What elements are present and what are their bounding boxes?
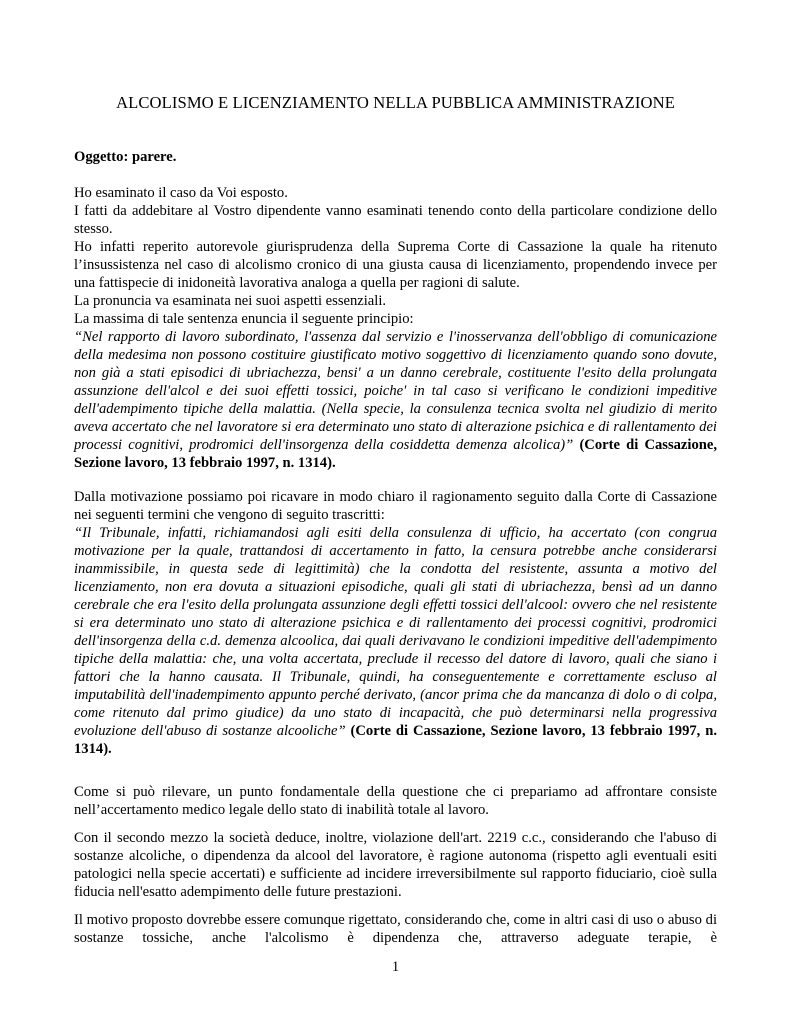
page-number: 1 xyxy=(391,959,400,975)
motivation-block xyxy=(74,488,717,758)
maxim-citation: (Corte di Cassazione, Sezione lavoro, 13 febbraio 1997, n. 1314). xyxy=(74,437,718,471)
paragraph-second-ground: Con il secondo mezzo la società deduce, inoltre, violazione dell'art. 2219 c.c., considerando che l'abuso di sostanze alcoliche, o dipendenza da alcool del lavoratore, è ragione autonoma (rispetto agli eventuali esiti patologici nella specie accertati) e sufficiente ad incidere irreversibilmente sul rapporto fiduciario, cioè sulla fiducia nell'esatto adempimento delle future prestazioni. xyxy=(74,830,717,900)
intro-block xyxy=(74,184,717,472)
document-title: ALCOLISMO E LICENZIAMENTO NELLA PUBBLICA AMMINISTRAZIONE xyxy=(116,93,675,112)
intro-line: La pronuncia va esaminata nei suoi aspetti essenziali. xyxy=(74,293,387,309)
motivation-intro: Dalla motivazione possiamo poi ricavare in modo chiaro il ragionamento seguito dalla Corte di Cassazione nei seguenti termini che vengono di seguito trascritti: xyxy=(74,489,717,523)
maxim-quote: “Nel rapporto di lavoro subordinato, l'assenza dal servizio e l'inosservanza dell'obbligo di comunicazione della medesima non possono costituire giustificato motivo soggettivo di licenziamento quando sono dovute, non già a stati episodici di ubriachezza, bensi' a un danno cerebrale, costituente l'esito della prolungata assunzione dell'alcol e dei suoi effetti tossici, poiche' in tal caso si verificano le condizioni impeditive dell'adempimento tipiche della malattia. (Nella specie, la consulenza tecnica svolta nel giudizio di merito aveva accertato che nel lavoratore si era determinato uno stato di alterazione psichica e di rallentamento dei processi cognitivi, prodromici dell'insorgenza della cosiddetta demenza alcolica)” xyxy=(74,329,717,453)
maxim-quote-paragraph xyxy=(74,328,717,472)
intro-line: Ho infatti reperito autorevole giurisprudenza della Suprema Corte di Cassazione la quale ha ritenuto l’insussistenza nel caso di alcolismo cronico di una giusta causa di licenziamento, propendendo invece per una fattispecie di inidoneità lavorativa analoga a quella per ragioni di salute. xyxy=(74,239,717,291)
paragraph-key-point: Come si può rilevare, un punto fondamentale della questione che ci prepariamo ad affrontare consiste nell’accertamento medico legale dello stato di inabilità totale al lavoro. xyxy=(74,784,717,818)
motivation-citation: (Corte di Cassazione, Sezione lavoro, 13 febbraio 1997, n. 1314). xyxy=(74,723,717,757)
motivation-quote-paragraph xyxy=(74,524,717,758)
paragraph-rejection: Il motivo proposto dovrebbe essere comunque rigettato, considerando che, come in altri casi di uso o abuso di sostanze tossiche, anche l'alcolismo è dipendenza che, attraverso adeguate terapie, è xyxy=(74,912,717,946)
intro-line: La massima di tale sentenza enuncia il seguente principio: xyxy=(74,311,414,327)
intro-line: I fatti da addebitare al Vostro dipendente vanno esaminati tenendo conto della particolare condizione dello stesso. xyxy=(74,203,717,237)
subject-line: Oggetto: parere. xyxy=(74,149,177,165)
intro-line: Ho esaminato il caso da Voi esposto. xyxy=(74,185,288,201)
motivation-quote: “Il Tribunale, infatti, richiamandosi agli esiti della consulenza di ufficio, ha accertato (con congrua motivazione per la quale, trattandosi di accertamento in fatto, la censura potrebbe anche considerarsi inammissibile, in questa sede di legittimità) che la condotta del resistente, assunta a motivo del licenziamento, non era dovuta a situazioni episodiche, quali gli stati di ubriachezza, bensì ad un danno cerebrale che era l'esito della prolungata assunzione degli effetti tossici dell'alcool: ovvero che nel resistente si era determinato uno stato di alterazione psichica e di rallentamento dei processi cognitivi, prodromici dell'insorgenza della c.d. demenza alcoolica, dai quali derivavano le condizioni impeditive dell'adempimento tipiche della malattia: che, una volta accertata, preclude il recesso del datore di lavoro, quali che siano i fattori che la hanno causata. Il Tribunale, quindi, ha conseguentemente e correttamente escluso al imputabilità dell'inadempimento appunto perché derivato, (ancor prima che da mancanza di dolo o di colpa, come ritenuto dal primo giudice) da uno stato di incapacità, che può determinarsi nella progressiva evoluzione dell'abuso di sostanze alcooliche” xyxy=(74,525,717,739)
